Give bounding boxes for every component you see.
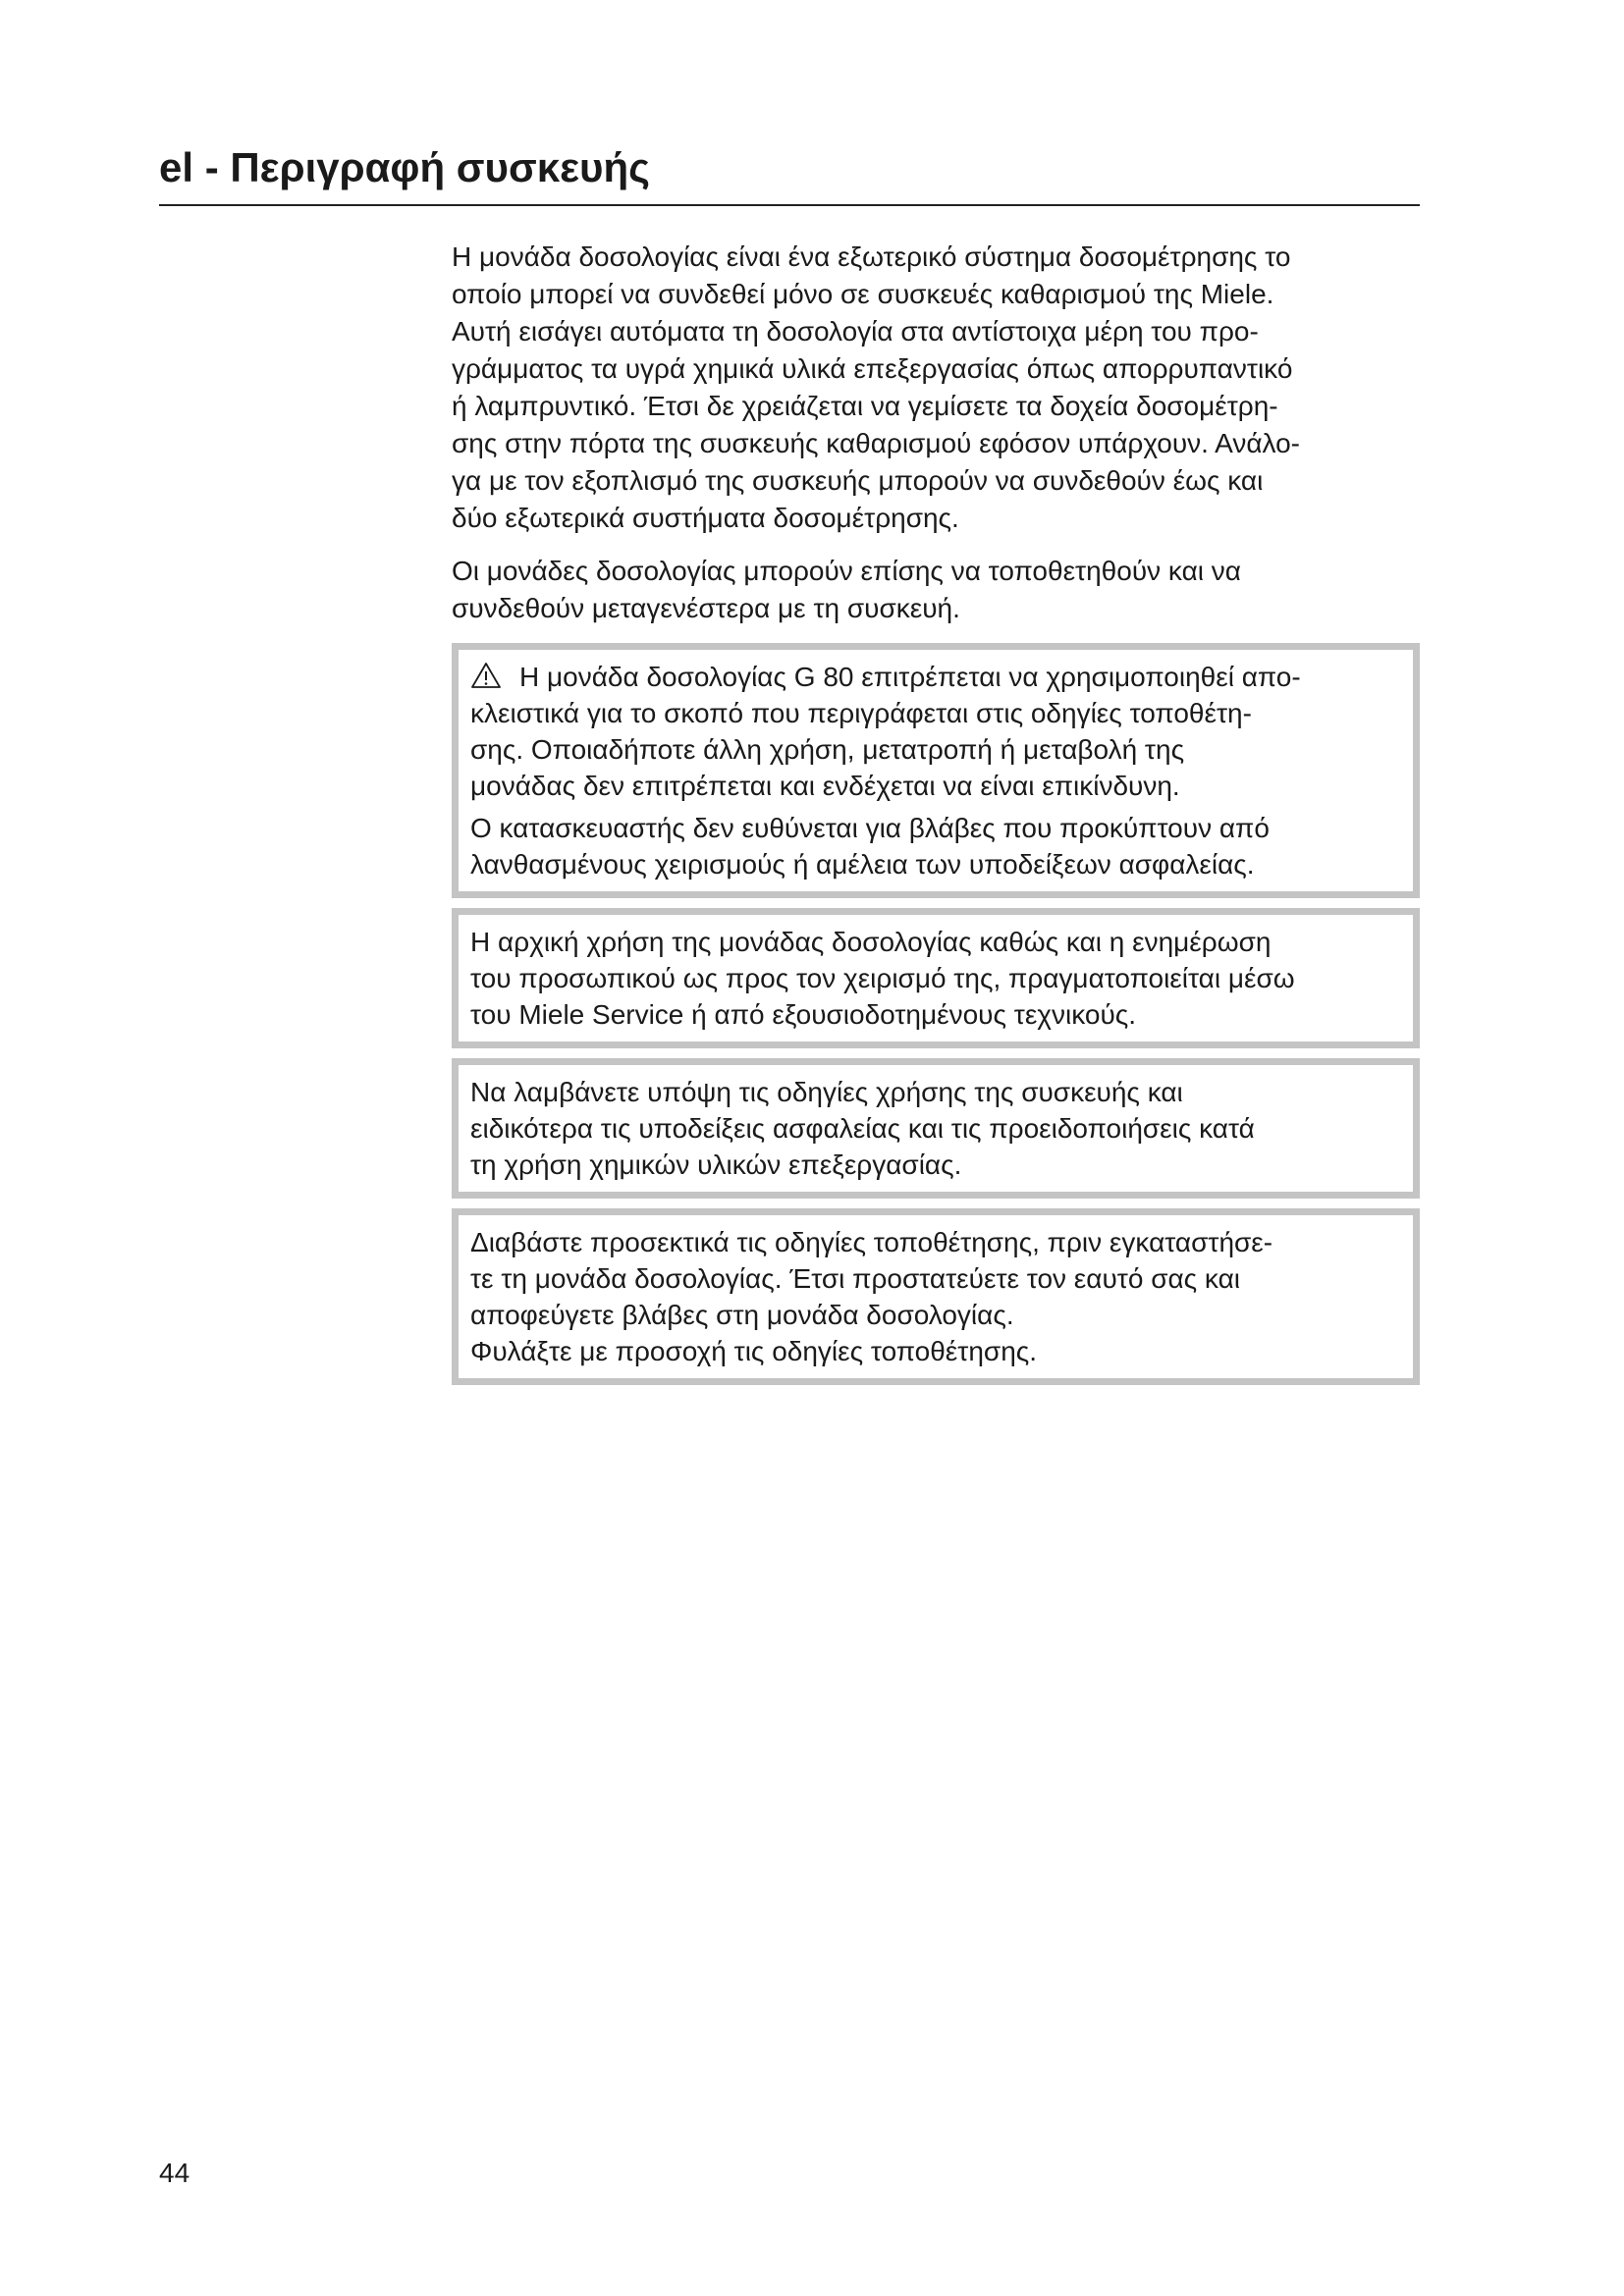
warning-text: Η μονάδα δοσολογίας G 80 επιτρέπεται να χρησιμοποιηθεί απο- bbox=[519, 662, 1301, 692]
text-line: σης. Οποιαδήποτε άλλη χρήση, μετατροπή ή μεταβολή της bbox=[470, 734, 1185, 765]
text-line: Οι μονάδες δοσολογίας μπορούν επίσης να τοποθετηθούν και να bbox=[452, 556, 1241, 586]
main-content bbox=[452, 239, 1420, 1385]
liability-text bbox=[470, 810, 1401, 882]
text-line: του Miele Service ή από εξουσιοδοτημένους τεχνικούς. bbox=[470, 999, 1137, 1030]
safety-box bbox=[452, 1058, 1420, 1199]
text-line: Η μονάδα δοσολογίας είναι ένα εξωτερικό σύστημα δοσομέτρησης το bbox=[452, 241, 1291, 272]
intro-paragraph bbox=[452, 239, 1420, 537]
text-line: τε τη μονάδα δοσολογίας. Έτσι προστατεύετε τον εαυτό σας και bbox=[470, 1263, 1240, 1294]
text-line: Ο κατασκευαστής δεν ευθύνεται για βλάβες που προκύπτουν από bbox=[470, 813, 1270, 843]
text-line: του προσωπικού ως προς τον χειρισμό της, πραγματοποιείται μέσω bbox=[470, 963, 1295, 993]
text-line: Αυτή εισάγει αυτόματα τη δοσολογία στα αντίστοιχα μέρη του προ- bbox=[452, 316, 1259, 347]
install-box bbox=[452, 1208, 1420, 1385]
text-line: τη χρήση χημικών υλικών επεξεργασίας. bbox=[470, 1149, 962, 1180]
text-line: κλειστικά για το σκοπό που περιγράφεται στις οδηγίες τοποθέτη- bbox=[470, 698, 1252, 728]
page-title: el - Περιγραφή συσκευής bbox=[159, 144, 651, 190]
retrofit-paragraph bbox=[452, 553, 1420, 627]
service-box bbox=[452, 908, 1420, 1048]
text-line: ή λαμπρυντικό. Έτσι δε χρειάζεται να γεμίσετε τα δοχεία δοσομέτρη- bbox=[452, 391, 1278, 421]
text-line: αποφεύγετε βλάβες στη μονάδα δοσολογίας. bbox=[470, 1300, 1014, 1330]
text-line: λανθασμένους χειρισμούς ή αμέλεια των υποδείξεων ασφαλείας. bbox=[470, 849, 1255, 880]
page-header bbox=[159, 144, 1420, 206]
text-line: συνδεθούν μεταγενέστερα με τη συσκευή. bbox=[452, 593, 960, 623]
page-number: 44 bbox=[159, 2158, 190, 2188]
text-line: Η αρχική χρήση της μονάδας δοσολογίας καθώς και η ενημέρωση bbox=[470, 927, 1272, 957]
warning-triangle-icon bbox=[470, 662, 502, 689]
text-line: Να λαμβάνετε υπόψη τις οδηγίες χρήσης της συσκευής και bbox=[470, 1077, 1183, 1107]
warning-first-line bbox=[470, 659, 1401, 695]
text-line: μονάδας δεν επιτρέπεται και ενδέχεται να είναι επικίνδυνη. bbox=[470, 771, 1180, 801]
text-line: σης στην πόρτα της συσκευής καθαρισμού εφόσον υπάρχουν. Ανάλο- bbox=[452, 428, 1300, 458]
text-line: Φυλάξτε με προσοχή τις οδηγίες τοποθέτησης. bbox=[470, 1336, 1038, 1366]
text-line: γα με τον εξοπλισμό της συσκευής μπορούν να συνδεθούν έως και bbox=[452, 465, 1264, 496]
text-line: γράμματος τα υγρά χημικά υλικά επεξεργασίας όπως απορρυπαντικό bbox=[452, 353, 1293, 384]
text-line: ειδικότερα τις υποδείξεις ασφαλείας και τις προειδοποιήσεις κατά bbox=[470, 1113, 1255, 1144]
warning-box bbox=[452, 643, 1420, 898]
text-line: Διαβάστε προσεκτικά τις οδηγίες τοποθέτησης, πριν εγκαταστήσε- bbox=[470, 1227, 1273, 1257]
text-line: οποίο μπορεί να συνδεθεί μόνο σε συσκευές καθαρισμού της Miele. bbox=[452, 279, 1274, 309]
text-line: δύο εξωτερικά συστήματα δοσομέτρησης. bbox=[452, 503, 959, 533]
